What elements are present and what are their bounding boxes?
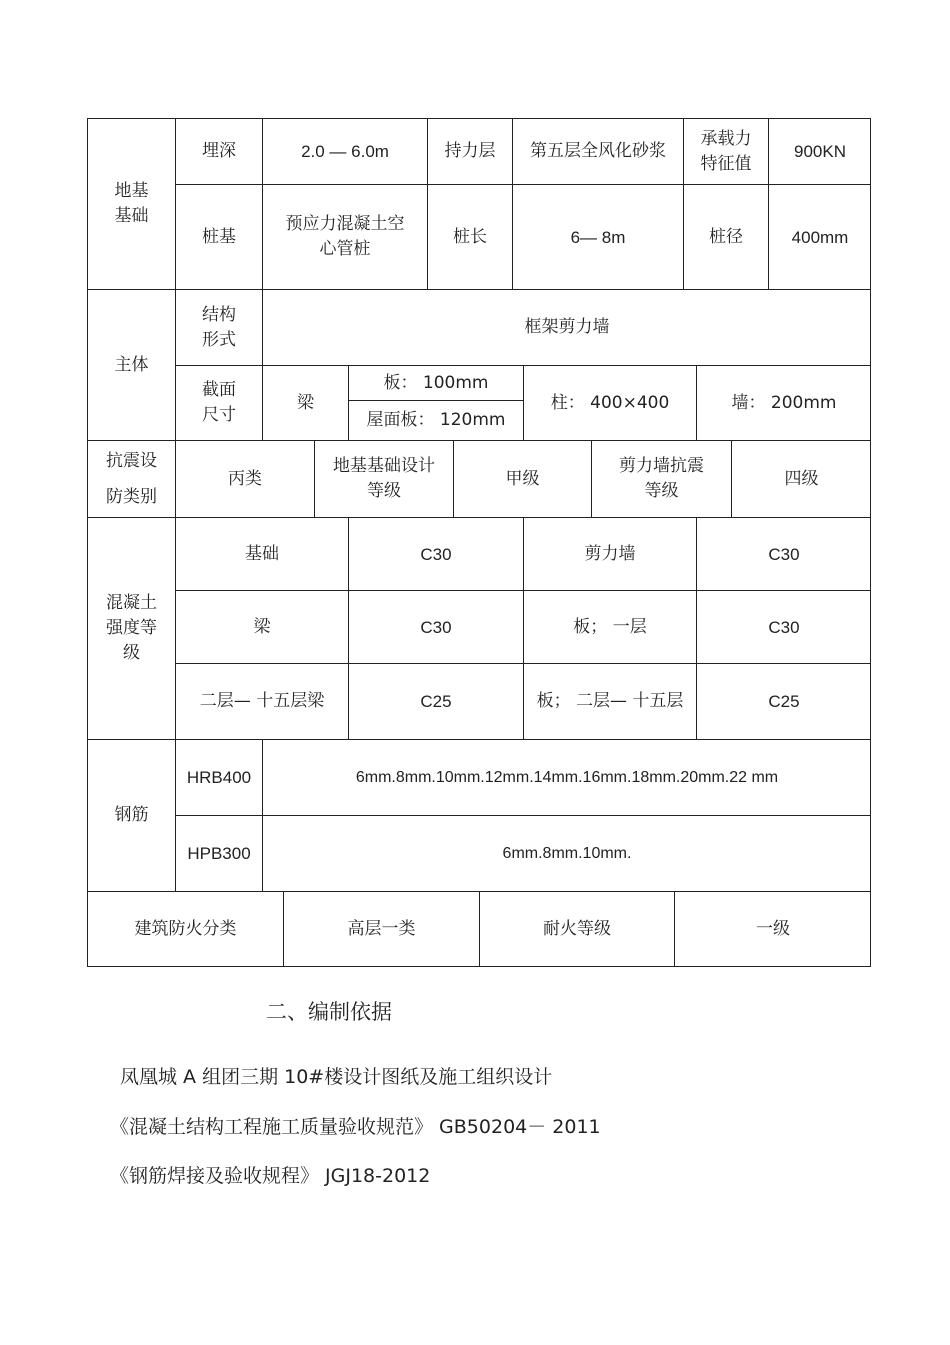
foundation-design-value: 甲级 [453, 440, 591, 517]
concrete-cell: 板； 一层 [523, 590, 696, 663]
pile-length-label: 桩长 [427, 184, 512, 289]
hpb-label: HPB300 [175, 815, 262, 891]
roof-slab-value: 屋面板： 120mm [348, 400, 523, 440]
concrete-cell: 基础 [175, 517, 348, 590]
pile-dia-label: 桩径 [683, 184, 768, 289]
structure-value: 框架剪力墙 [262, 289, 871, 365]
rebar-label: 钢筋 [87, 739, 175, 891]
burial-label: 埋深 [175, 118, 262, 184]
concrete-cell: C30 [348, 590, 523, 663]
concrete-label: 混凝土 强度等 级 [87, 517, 175, 739]
section-heading: 二、编制依据 [266, 1000, 392, 1024]
basis-line: 凤凰城 A 组团三期 10#楼设计图纸及施工组织设计 [120, 1066, 553, 1088]
wall-value: 墙： 200mm [696, 365, 871, 440]
section-label: 截面 尺寸 [175, 365, 262, 440]
seismic-category: 丙类 [175, 440, 314, 517]
pile-length-value: 6— 8m [512, 184, 683, 289]
basis-line: 《混凝土结构工程施工质量验收规范》 GB50204－ 2011 [110, 1116, 601, 1138]
slab-value: 板： 100mm [348, 365, 523, 400]
concrete-cell: 板； 二层— 十五层 [523, 663, 696, 739]
main-label: 主体 [87, 289, 175, 440]
concrete-cell: 梁 [175, 590, 348, 663]
pile-dia-value: 400mm [768, 184, 871, 289]
pile-label: 桩基 [175, 184, 262, 289]
hpb-value: 6mm.8mm.10mm. [262, 815, 871, 891]
shear-wall-value: 四级 [731, 440, 871, 517]
column-value: 柱： 400×400 [523, 365, 696, 440]
concrete-cell: C30 [696, 517, 871, 590]
concrete-cell: 二层— 十五层梁 [175, 663, 348, 739]
fire-rating-label: 耐火等级 [479, 891, 674, 967]
shear-wall-label: 剪力墙抗震 等级 [591, 440, 731, 517]
foundation-design-label: 地基基础设计 等级 [314, 440, 453, 517]
beam-label: 梁 [262, 365, 348, 440]
concrete-cell: C30 [348, 517, 523, 590]
concrete-cell: 剪力墙 [523, 517, 696, 590]
hrb-label: HRB400 [175, 739, 262, 815]
concrete-cell: C25 [696, 663, 871, 739]
bearing-layer-label: 持力层 [427, 118, 512, 184]
concrete-cell: C25 [348, 663, 523, 739]
structure-label: 结构 形式 [175, 289, 262, 365]
capacity-value: 900KN [768, 118, 871, 184]
fire-value: 高层一类 [283, 891, 479, 967]
seismic-label: 抗震设 防类别 [87, 440, 175, 517]
basis-line: 《钢筋焊接及验收规程》 JGJ18-2012 [110, 1165, 431, 1187]
capacity-label: 承载力 特征值 [683, 118, 768, 184]
burial-value: 2.0 — 6.0m [262, 118, 427, 184]
bearing-layer-value: 第五层全风化砂浆 [512, 118, 683, 184]
fire-rating-value: 一级 [674, 891, 871, 967]
concrete-cell: C30 [696, 590, 871, 663]
hrb-value: 6mm.8mm.10mm.12mm.14mm.16mm.18mm.20mm.22 mm [262, 739, 871, 815]
foundation-label: 地基 基础 [87, 118, 175, 289]
fire-label: 建筑防火分类 [87, 891, 283, 967]
pile-type: 预应力混凝土空 心管桩 [262, 184, 427, 289]
